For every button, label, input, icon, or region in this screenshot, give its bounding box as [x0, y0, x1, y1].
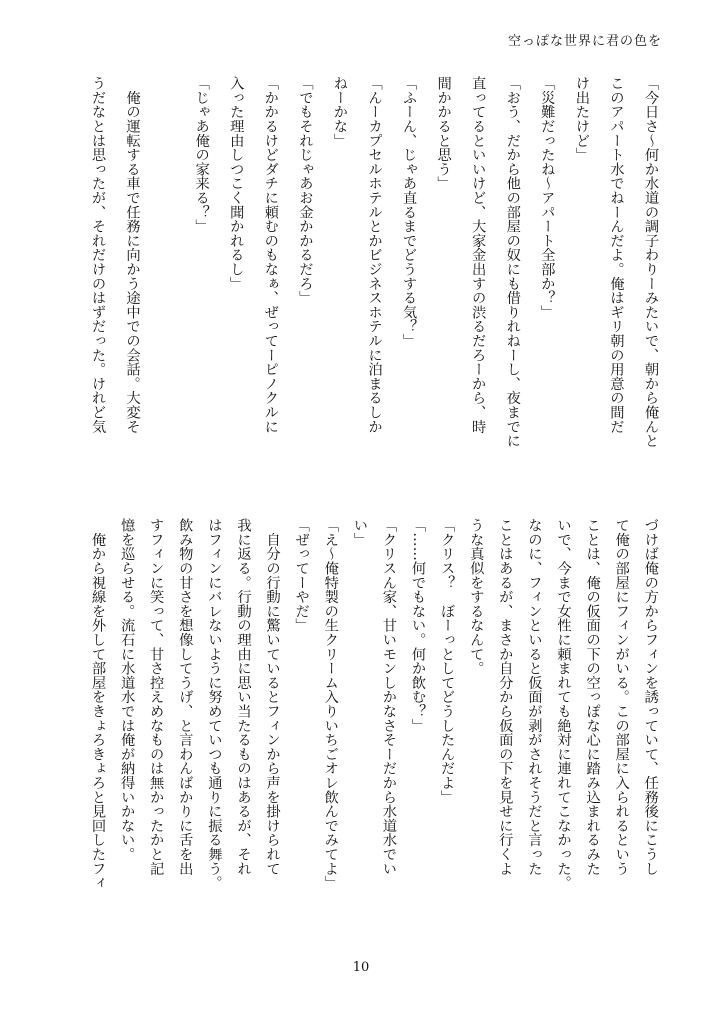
text-line: いで、今まで女性に頼まれても絶対に連れてこなかった。: [555, 518, 572, 890]
lower-text-block: [87, 518, 662, 932]
text-line: 「でもそれじゃあお金かかるだろ」: [297, 76, 314, 305]
text-line: 「クリスん家、甘いモンしかなさそーだから水道水でい: [380, 518, 397, 876]
text-line: ねーかな」: [331, 76, 348, 148]
text-line: 入った理由しつこく聞かれるし」: [228, 76, 245, 291]
text-line: 俺の運転する車で任務に向かう途中での会話。大変そ: [124, 76, 141, 434]
text-line: 「……何でもない。何か飲む？」: [410, 518, 427, 733]
text-line: 自分の行動に驚いているとフィンから声を掛けられて: [264, 518, 281, 876]
text-line: ことは、俺の仮面の下の空っぽな心に踏み込まれるみた: [584, 518, 601, 876]
upper-text-block: [87, 76, 662, 490]
text-line: ことはあるが、まさか自分から仮面の下を見せに行くよ: [497, 518, 514, 876]
text-line: 憶を巡らせる。流石に水道水では俺が納得いかない。: [119, 518, 136, 862]
text-line: 間かかると思う」: [435, 76, 452, 191]
text-line: うだなとは思ったが、それだけのはずだった。けれど気: [90, 76, 106, 434]
text-line: 「災難だったね〜アパート全部か？」: [539, 76, 556, 320]
text-line: うな真似をするなんて。: [468, 518, 485, 676]
text-line: け出たけど」: [573, 76, 590, 162]
text-line: 我に返る。行動の理由に思い当たるものはあるが、それ: [235, 518, 252, 876]
running-header: 空っぽな世界に君の色を: [507, 34, 662, 49]
page-number: 10: [352, 960, 370, 975]
text-line: 「かかるけどダチに頼むのもなぁ、ぜってーピノクルに: [262, 76, 279, 434]
text-line: て俺の部屋にフィンがいる。この部屋に入られるという: [613, 518, 630, 876]
text-line: づけば俺の方からフィンを誘っていて、任務後にこうし: [642, 518, 659, 876]
text-line: い」: [351, 518, 368, 547]
text-line: 飲み物の甘さを想像してうげ、と言わんばかりに舌を出: [177, 518, 194, 876]
text-line: 「クリス？ ぼーっとしてどうしたんだよ」: [439, 518, 456, 804]
text-line: 直ってるといいけど、大家金出すの渋るだろーから、時: [470, 76, 487, 434]
text-line: すフィンに笑って、甘さ控えめなものは無かったかと記: [148, 518, 165, 876]
text-line: 「ぜってーやだ」: [293, 518, 310, 633]
text-line: 「え〜俺特製の生クリーム入りいちごオレ飲んでみてよ」: [322, 518, 339, 890]
text-line: 「ふーん、じゃあ直るまでどうする気？」: [401, 76, 418, 348]
text-line: なのに、フィンといると仮面が剥がされそうだと言った: [526, 518, 543, 876]
text-line: 「じゃあ俺の家来る？」: [193, 76, 210, 234]
text-line: [156, 76, 178, 490]
text-line: 「おう、だから他の部屋の奴にも借りれねーし、夜までに: [504, 76, 521, 448]
text-line: 「今日さ〜何か水道の調子わりーみたいで、朝から俺んと: [643, 76, 659, 448]
text-line: はフィンにバレないように努めていつも通りに振る舞う。: [206, 518, 223, 890]
text-line: 俺から視線を外して部屋をきょろきょろと見回したフィ: [90, 518, 106, 890]
text-line: 「んーカプセルホテルとかビジネスホテルに泊まるしか: [366, 76, 383, 434]
text-line: このアパート水でねーんだよ。俺はギリ朝の用意の間だ: [608, 76, 625, 434]
